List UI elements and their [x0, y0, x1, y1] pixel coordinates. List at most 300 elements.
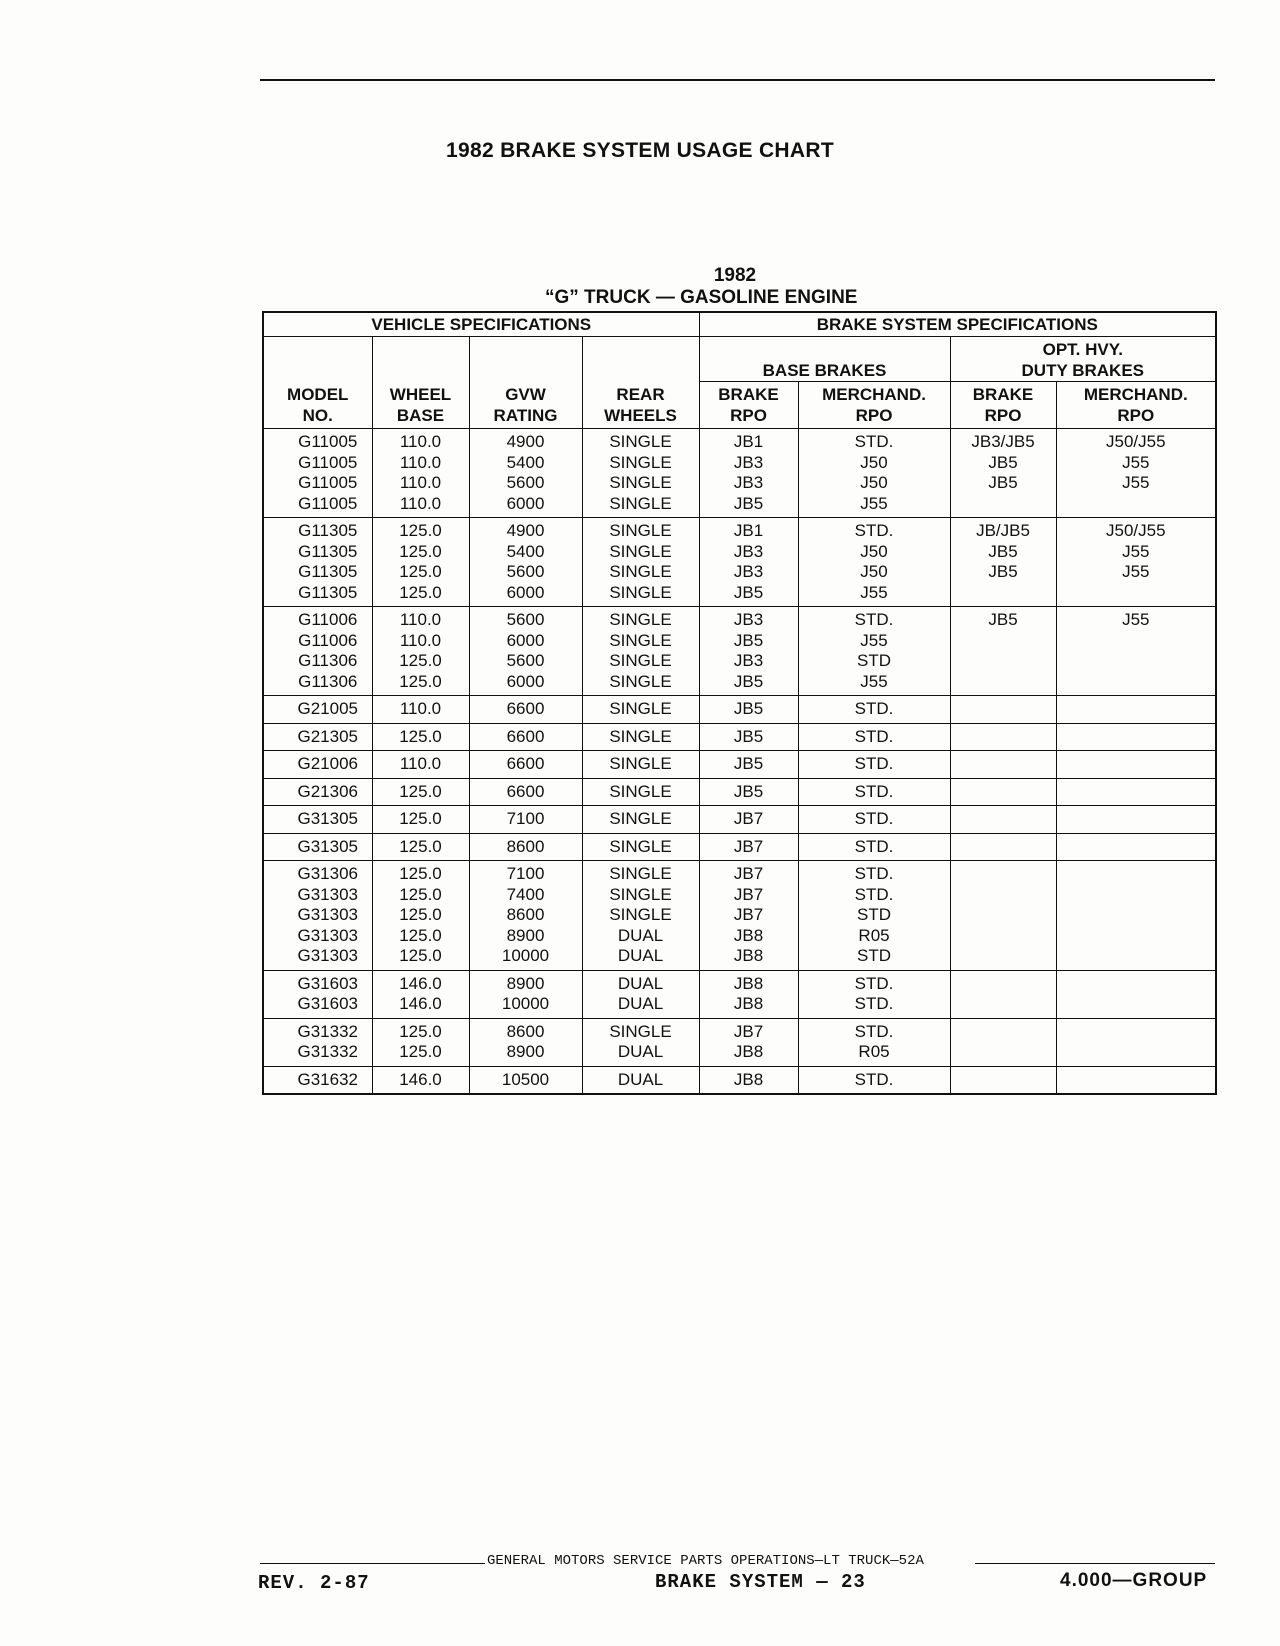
cell-value: 125.0: [399, 946, 442, 965]
cell-wheel-base: [372, 723, 469, 751]
cell-value: SINGLE: [609, 493, 672, 513]
cell-value: DUAL: [617, 1042, 664, 1061]
cell-value: STD.: [854, 836, 894, 856]
cell-value: G31303: [297, 925, 358, 945]
cell-value: 6000: [506, 630, 545, 650]
cell-model-no: [263, 1018, 372, 1066]
cell-value: 8900: [506, 925, 545, 945]
cell-value: SINGLE: [609, 562, 672, 581]
cell-value: 6000: [506, 493, 545, 513]
cell-opt-brake-rpo: [950, 607, 1056, 696]
cell-value: G11005: [298, 493, 358, 513]
cell-value: 125.0: [399, 884, 442, 904]
cell-value: STD.: [854, 884, 894, 904]
header-spacer: [372, 337, 469, 382]
opt-header-line2: DUTY BRAKES: [1021, 361, 1145, 380]
cell-value: 110.0: [399, 699, 442, 718]
cell-gvw-rating: [469, 751, 582, 779]
cell-value: R05: [858, 1042, 890, 1061]
cell-value: G11306: [298, 671, 358, 691]
cell-opt-brake-rpo: [950, 861, 1056, 971]
cell-value: SINGLE: [609, 726, 672, 746]
cell-opt-merchand-rpo: [1056, 1066, 1216, 1094]
cell-base-merchand-rpo: [798, 778, 950, 806]
footer-operations-line: GENERAL MOTORS SERVICE PARTS OPERATIONS—LT TRUCK—52A: [487, 1553, 924, 1569]
cell-value: 5600: [506, 610, 545, 629]
table-row: [263, 970, 1216, 1018]
model-group: [263, 861, 1216, 971]
cell-value: G11005: [298, 432, 358, 451]
cell-value: JB3: [733, 541, 764, 561]
cell-value: 125.0: [399, 651, 442, 670]
footer-revision: REV. 2-87: [258, 1572, 370, 1594]
cell-wheel-base: [372, 518, 469, 607]
cell-value: DUAL: [617, 973, 664, 993]
cell-value: J55: [860, 671, 888, 691]
table-row: [263, 806, 1216, 834]
cell-value: 146.0: [399, 994, 442, 1013]
table-row: [263, 518, 1216, 607]
cell-value: G11006: [298, 630, 358, 650]
cell-rear-wheels: [582, 518, 699, 607]
cell-value: STD: [857, 946, 892, 965]
cell-value: 110.0: [399, 493, 442, 513]
cell-opt-merchand-rpo: [1056, 806, 1216, 834]
model-group: [263, 1018, 1216, 1066]
cell-gvw-rating: [469, 1018, 582, 1066]
cell-value: JB7: [733, 809, 764, 828]
cell-value: JB5: [988, 541, 1018, 561]
footer-section: BRAKE SYSTEM — 23: [655, 1571, 866, 1593]
cell-base-merchand-rpo: [798, 1018, 950, 1066]
brake-system-specifications-header: BRAKE SYSTEM SPECIFICATIONS: [699, 312, 1216, 337]
cell-rear-wheels: [582, 429, 699, 518]
cell-value: 110.0: [399, 452, 442, 472]
model-group: [263, 751, 1216, 779]
cell-opt-brake-rpo: [950, 833, 1056, 861]
cell-opt-merchand-rpo: [1056, 970, 1216, 1018]
cell-value: J50: [860, 473, 888, 492]
cell-value: J55: [860, 630, 888, 650]
column-header-text: WHEEL: [389, 384, 452, 404]
model-group: [263, 518, 1216, 607]
cell-value: SINGLE: [609, 836, 672, 856]
model-group: [263, 970, 1216, 1018]
cell-value: SINGLE: [609, 1021, 672, 1041]
cell-base-brake-rpo: [699, 1066, 798, 1094]
cell-base-merchand-rpo: [798, 1066, 950, 1094]
cell-value: STD.: [854, 699, 894, 718]
cell-value: G11005: [298, 473, 358, 492]
cell-value: G11305: [298, 521, 358, 540]
cell-rear-wheels: [582, 970, 699, 1018]
cell-value: 4900: [506, 432, 545, 451]
cell-gvw-rating: [469, 696, 582, 724]
header-spacer: [263, 337, 372, 382]
cell-value: 125.0: [399, 726, 442, 746]
column-header-text: GVW: [505, 384, 546, 404]
cell-gvw-rating: [469, 429, 582, 518]
cell-value: 125.0: [399, 562, 442, 581]
cell-opt-merchand-rpo: [1056, 518, 1216, 607]
cell-value: SINGLE: [609, 781, 672, 801]
cell-rear-wheels: [582, 751, 699, 779]
cell-value: DUAL: [617, 1069, 664, 1089]
cell-value: JB5: [988, 473, 1018, 492]
column-header-opt-merchand-rpo: [1056, 382, 1216, 429]
cell-value: JB1: [733, 521, 764, 540]
cell-rear-wheels: [582, 607, 699, 696]
cell-value: G31306: [297, 864, 358, 883]
cell-opt-merchand-rpo: [1056, 778, 1216, 806]
cell-value: J55: [860, 582, 888, 602]
cell-value: JB5: [733, 754, 764, 773]
cell-value: G31303: [297, 884, 358, 904]
cell-value: STD.: [854, 432, 894, 451]
cell-value: SINGLE: [609, 905, 672, 924]
footer-rule-left: [260, 1563, 485, 1564]
cell-rear-wheels: [582, 696, 699, 724]
vehicle-specifications-header: VEHICLE SPECIFICATIONS: [263, 312, 699, 337]
cell-value: G31332: [297, 1021, 358, 1041]
cell-value: 8600: [506, 836, 545, 856]
cell-value: 125.0: [399, 905, 442, 924]
cell-value: STD.: [854, 781, 894, 801]
column-header-text: NO.: [302, 405, 333, 425]
column-header-text: REAR: [616, 384, 665, 404]
column-header-text: MERCHAND.: [1083, 385, 1188, 404]
cell-gvw-rating: [469, 723, 582, 751]
table-row: [263, 833, 1216, 861]
table-row: [263, 1018, 1216, 1066]
cell-value: 8900: [506, 973, 545, 993]
cell-opt-merchand-rpo: [1056, 607, 1216, 696]
cell-value: G31332: [297, 1042, 358, 1061]
model-group: [263, 833, 1216, 861]
cell-value: G11305: [298, 541, 358, 561]
cell-value: G21305: [297, 726, 358, 746]
cell-value: SINGLE: [609, 452, 672, 472]
column-header-text: MERCHAND.: [822, 385, 926, 404]
cell-value: 6600: [506, 699, 545, 718]
column-header-text: BASE: [396, 405, 445, 425]
cell-gvw-rating: [469, 833, 582, 861]
cell-opt-brake-rpo: [950, 1066, 1056, 1094]
cell-value: J50: [860, 541, 888, 561]
cell-value: 125.0: [399, 781, 442, 801]
cell-value: JB7: [733, 884, 764, 904]
cell-value: SINGLE: [609, 651, 672, 670]
column-header-base-merchand-rpo: [798, 382, 950, 429]
cell-value: 125.0: [399, 925, 442, 945]
cell-value: DUAL: [617, 946, 664, 965]
cell-gvw-rating: [469, 607, 582, 696]
column-header-opt-brake-rpo: [950, 382, 1056, 429]
cell-value: 6000: [506, 671, 545, 691]
cell-value: JB5: [988, 452, 1018, 472]
cell-value: 125.0: [399, 541, 442, 561]
cell-value: 110.0: [399, 630, 442, 650]
cell-opt-merchand-rpo: [1056, 751, 1216, 779]
header-spacer: [469, 337, 582, 382]
cell-rear-wheels: [582, 806, 699, 834]
column-header-text: BRAKE: [718, 385, 779, 404]
model-group: [263, 696, 1216, 724]
column-header-base-brake-rpo: [699, 382, 798, 429]
cell-wheel-base: [372, 833, 469, 861]
table-subtitle: “G” TRUCK — GASOLINE ENGINE: [545, 287, 858, 308]
table-row: [263, 696, 1216, 724]
cell-model-no: [263, 751, 372, 779]
cell-value: JB3: [733, 610, 764, 629]
cell-value: JB1: [733, 432, 764, 451]
cell-value: SINGLE: [609, 610, 672, 629]
cell-value: 125.0: [399, 809, 442, 828]
cell-base-brake-rpo: [699, 861, 798, 971]
cell-value: SINGLE: [609, 541, 672, 561]
cell-rear-wheels: [582, 1018, 699, 1066]
footer-group: 4.000—GROUP: [1060, 1570, 1208, 1591]
cell-rear-wheels: [582, 833, 699, 861]
model-group: [263, 806, 1216, 834]
cell-model-no: [263, 778, 372, 806]
cell-value: J55: [860, 493, 888, 513]
table-row: [263, 607, 1216, 696]
top-rule: [260, 79, 1215, 81]
cell-value: JB3: [733, 473, 764, 492]
cell-value: STD: [857, 905, 892, 924]
cell-opt-merchand-rpo: [1056, 833, 1216, 861]
cell-value: STD.: [854, 1021, 894, 1041]
cell-value: DUAL: [617, 925, 664, 945]
header-spacer: [582, 337, 699, 382]
cell-value: STD.: [854, 994, 894, 1013]
cell-base-merchand-rpo: [798, 607, 950, 696]
cell-value: J55: [1122, 610, 1150, 629]
column-header-text: RPO: [1117, 406, 1155, 425]
cell-opt-brake-rpo: [950, 429, 1056, 518]
cell-wheel-base: [372, 607, 469, 696]
table-row: [263, 1066, 1216, 1094]
cell-value: J55: [1122, 562, 1150, 581]
cell-gvw-rating: [469, 518, 582, 607]
cell-value: 7100: [506, 864, 545, 883]
cell-model-no: [263, 861, 372, 971]
cell-base-merchand-rpo: [798, 861, 950, 971]
cell-value: SINGLE: [609, 671, 672, 691]
cell-model-no: [263, 833, 372, 861]
cell-value: J50: [860, 562, 888, 581]
cell-value: STD.: [854, 1069, 894, 1089]
cell-value: JB5: [733, 582, 764, 602]
cell-value: 110.0: [399, 754, 442, 773]
cell-value: G21306: [297, 781, 358, 801]
cell-value: J50/J55: [1106, 432, 1166, 451]
cell-opt-brake-rpo: [950, 778, 1056, 806]
cell-value: J50/J55: [1106, 521, 1166, 540]
column-header-text: RPO: [730, 406, 767, 425]
cell-value: JB7: [733, 864, 764, 883]
cell-value: STD.: [854, 726, 894, 746]
cell-base-merchand-rpo: [798, 518, 950, 607]
cell-value: SINGLE: [609, 521, 672, 540]
cell-base-merchand-rpo: [798, 806, 950, 834]
cell-base-brake-rpo: [699, 970, 798, 1018]
cell-opt-brake-rpo: [950, 970, 1056, 1018]
column-header-wheel-base: [372, 382, 469, 429]
column-header-text: RATING: [493, 405, 558, 425]
cell-base-merchand-rpo: [798, 751, 950, 779]
cell-value: 10500: [501, 1069, 550, 1089]
cell-base-brake-rpo: [699, 518, 798, 607]
cell-value: JB3: [733, 562, 764, 581]
cell-value: SINGLE: [609, 754, 672, 773]
cell-value: 125.0: [399, 836, 442, 856]
column-header-text: RPO: [984, 406, 1022, 425]
column-header-model-no: [263, 382, 372, 429]
cell-value: 8900: [506, 1042, 545, 1061]
cell-base-brake-rpo: [699, 806, 798, 834]
cell-value: 146.0: [399, 1069, 442, 1089]
cell-value: 110.0: [399, 432, 442, 451]
cell-opt-merchand-rpo: [1056, 429, 1216, 518]
cell-opt-merchand-rpo: [1056, 861, 1216, 971]
cell-value: 6000: [506, 582, 545, 602]
cell-base-brake-rpo: [699, 429, 798, 518]
cell-opt-merchand-rpo: [1056, 723, 1216, 751]
model-group: [263, 778, 1216, 806]
cell-value: J50: [860, 452, 888, 472]
cell-value: G11305: [298, 562, 358, 581]
cell-value: 125.0: [399, 521, 442, 540]
cell-value: 5600: [506, 473, 545, 492]
cell-value: SINGLE: [609, 864, 672, 883]
brake-usage-table: [262, 311, 1217, 1095]
cell-value: STD.: [854, 809, 894, 828]
cell-value: G31303: [297, 946, 358, 965]
column-header-rear-wheels: [582, 382, 699, 429]
cell-value: 125.0: [399, 1021, 442, 1041]
cell-model-no: [263, 970, 372, 1018]
cell-value: SINGLE: [609, 473, 672, 492]
cell-value: JB7: [733, 836, 764, 856]
cell-opt-brake-rpo: [950, 806, 1056, 834]
cell-value: 125.0: [399, 671, 442, 691]
cell-value: G11006: [298, 610, 358, 629]
cell-value: JB8: [733, 994, 764, 1013]
cell-wheel-base: [372, 778, 469, 806]
cell-value: 6600: [506, 754, 545, 773]
cell-value: 110.0: [399, 610, 442, 629]
cell-base-merchand-rpo: [798, 723, 950, 751]
cell-wheel-base: [372, 429, 469, 518]
cell-value: JB5: [733, 726, 764, 746]
cell-base-brake-rpo: [699, 778, 798, 806]
cell-value: SINGLE: [609, 432, 672, 451]
cell-value: JB8: [733, 946, 764, 965]
cell-base-brake-rpo: [699, 607, 798, 696]
cell-value: 7100: [506, 809, 545, 828]
opt-heavy-duty-header: [950, 337, 1216, 382]
cell-base-brake-rpo: [699, 833, 798, 861]
cell-value: JB5: [733, 493, 764, 513]
table-row: [263, 723, 1216, 751]
column-header-text: WHEELS: [604, 405, 677, 425]
base-brakes-header: BASE BRAKES: [699, 337, 950, 382]
cell-value: JB3/JB5: [971, 432, 1035, 451]
cell-opt-brake-rpo: [950, 1018, 1056, 1066]
cell-value: G31603: [297, 973, 358, 993]
cell-gvw-rating: [469, 806, 582, 834]
cell-value: G31305: [297, 809, 358, 828]
cell-gvw-rating: [469, 970, 582, 1018]
cell-opt-merchand-rpo: [1056, 1018, 1216, 1066]
cell-value: SINGLE: [609, 809, 672, 828]
cell-model-no: [263, 723, 372, 751]
cell-value: 10000: [501, 946, 550, 965]
cell-model-no: [263, 1066, 372, 1094]
cell-value: JB5: [733, 630, 764, 650]
cell-wheel-base: [372, 696, 469, 724]
cell-rear-wheels: [582, 778, 699, 806]
cell-value: JB8: [733, 1069, 764, 1089]
cell-value: 5400: [506, 541, 545, 561]
model-group: [263, 607, 1216, 696]
table-row: [263, 429, 1216, 518]
cell-value: 8600: [506, 905, 545, 924]
cell-value: 7400: [506, 884, 545, 904]
cell-value: JB7: [733, 1021, 764, 1041]
footer-rule-right: [975, 1563, 1215, 1564]
cell-value: SINGLE: [609, 699, 672, 718]
cell-value: JB5: [733, 781, 764, 801]
cell-value: DUAL: [617, 994, 664, 1013]
opt-header-line1: OPT. HVY.: [1042, 340, 1123, 359]
cell-wheel-base: [372, 751, 469, 779]
cell-value: J55: [1122, 541, 1150, 561]
cell-opt-brake-rpo: [950, 518, 1056, 607]
column-header-gvw-rating: [469, 382, 582, 429]
cell-model-no: [263, 696, 372, 724]
cell-value: 5400: [506, 452, 545, 472]
cell-wheel-base: [372, 1066, 469, 1094]
cell-value: G11005: [298, 452, 358, 472]
cell-value: G11306: [298, 651, 358, 670]
model-group: [263, 723, 1216, 751]
cell-value: STD.: [854, 610, 894, 629]
cell-rear-wheels: [582, 861, 699, 971]
cell-opt-brake-rpo: [950, 723, 1056, 751]
cell-value: JB8: [733, 1042, 764, 1061]
cell-model-no: [263, 518, 372, 607]
cell-value: JB3: [733, 452, 764, 472]
page-title: 1982 BRAKE SYSTEM USAGE CHART: [446, 139, 834, 162]
cell-value: 5600: [506, 562, 545, 581]
cell-value: JB8: [733, 925, 764, 945]
cell-opt-brake-rpo: [950, 696, 1056, 724]
cell-value: 125.0: [399, 864, 442, 883]
cell-base-merchand-rpo: [798, 833, 950, 861]
cell-model-no: [263, 806, 372, 834]
cell-value: SINGLE: [609, 884, 672, 904]
cell-value: 8600: [506, 1021, 545, 1041]
cell-value: 4900: [506, 521, 545, 540]
cell-value: JB/JB5: [976, 521, 1030, 540]
cell-value: JB5: [733, 699, 764, 718]
table-row: [263, 751, 1216, 779]
column-header-text: RPO: [855, 406, 893, 425]
cell-value: 146.0: [399, 973, 442, 993]
